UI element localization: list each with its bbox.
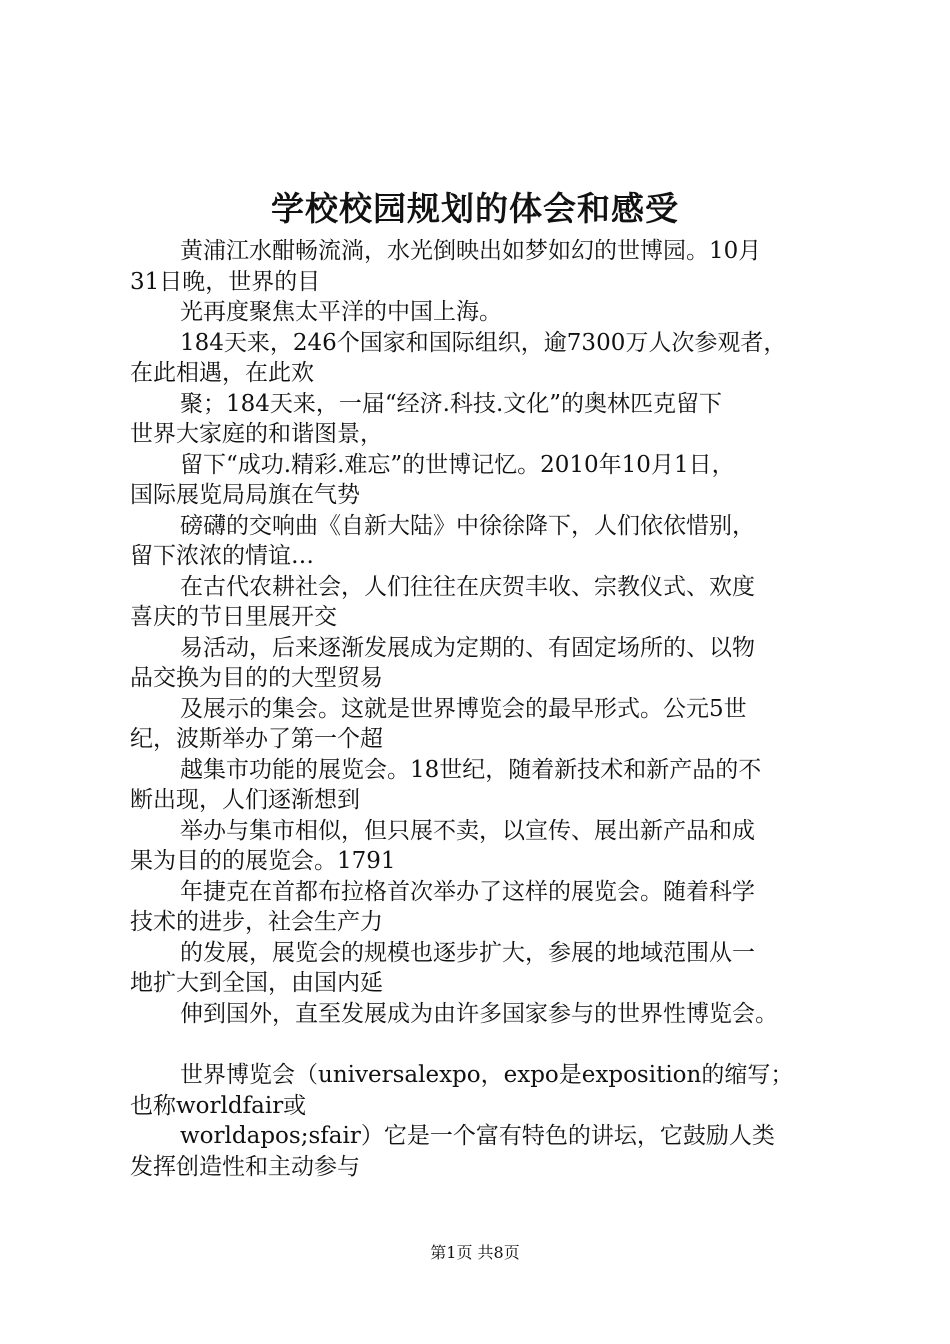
text-line: 喜庆的节日里展开交 bbox=[130, 604, 337, 630]
text-line: 果为目的的展览会。1791 bbox=[130, 848, 396, 874]
text-line: worldapos;sfair）它是一个富有特色的讲坛，它鼓励人类 bbox=[180, 1123, 775, 1149]
text-line: 184天来，246个国家和国际组织，逾7300万人次参观者， bbox=[180, 329, 787, 356]
text-line: 纪，波斯举办了第一个超 bbox=[130, 726, 383, 752]
text-line: 及展示的集会。这就是世界博览会的最早形式。公元5世 bbox=[180, 695, 747, 722]
text-line: 伸到国外，直至发展成为由许多国家参与的世界性博览会。 bbox=[180, 1000, 778, 1027]
text-line: 世界博览会（universalexpo，expo是exposition的缩写； bbox=[180, 1062, 794, 1088]
text-line: 易活动，后来逐渐发展成为定期的、有固定场所的、以物 bbox=[180, 634, 755, 661]
text-line: 越集市功能的展览会。18世纪，随着新技术和新产品的不 bbox=[180, 756, 762, 783]
text-line: 黄浦江水酣畅流淌，水光倒映出如梦如幻的世博园。10月 bbox=[180, 238, 762, 264]
text-line: 举办与集市相似，但只展不卖，以宣传、展出新产品和成 bbox=[180, 817, 755, 844]
text-line: 留下浓浓的情谊… bbox=[130, 543, 314, 569]
text-line: 品交换为目的的大型贸易 bbox=[130, 665, 383, 691]
text-line: 也称worldfair或 bbox=[130, 1092, 307, 1119]
text-line: 留下“成功.精彩.难忘”的世博记忆。2010年10月1日， bbox=[180, 451, 735, 478]
paragraph-gap bbox=[130, 1029, 850, 1060]
page-footer bbox=[0, 1242, 950, 1264]
text-line: 光再度聚焦太平洋的中国上海。 bbox=[180, 299, 502, 325]
document-body bbox=[130, 236, 850, 1182]
text-line: 国际展览局局旗在气势 bbox=[130, 482, 360, 508]
text-line: 年捷克在首都布拉格首次举办了这样的展览会。随着科学 bbox=[180, 878, 755, 905]
page-number-label: 第1页 共8页 bbox=[430, 1243, 520, 1262]
text-line: 世界大家庭的和谐图景， bbox=[130, 421, 383, 447]
text-line: 31日晚，世界的目 bbox=[130, 268, 321, 295]
text-line: 磅礴的交响曲《自新大陆》中徐徐降下，人们依依惜别， bbox=[180, 512, 755, 539]
text-line: 发挥创造性和主动参与 bbox=[130, 1153, 360, 1180]
text-line: 在此相遇，在此欢 bbox=[130, 360, 314, 386]
text-line: 地扩大到全国，由国内延 bbox=[130, 970, 383, 996]
text-line: 在古代农耕社会，人们往往在庆贺丰收、宗教仪式、欢度 bbox=[180, 573, 755, 600]
document-title: 学校校园规划的体会和感受 bbox=[271, 189, 679, 228]
text-line: 技术的进步，社会生产力 bbox=[130, 909, 383, 935]
text-line: 聚；184天来，一届“经济.科技.文化”的奥林匹克留下 bbox=[180, 390, 723, 417]
text-line: 的发展，展览会的规模也逐步扩大，参展的地域范围从一 bbox=[180, 939, 755, 966]
text-line: 断出现，人们逐渐想到 bbox=[130, 787, 360, 813]
